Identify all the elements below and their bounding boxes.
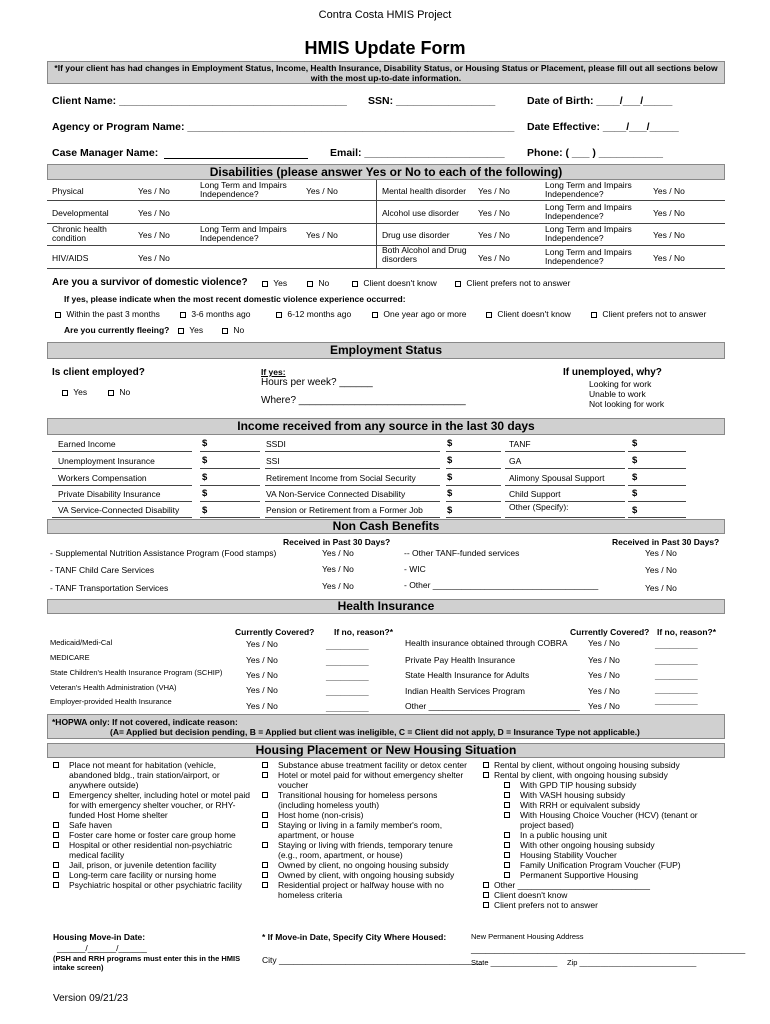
yes-no-option[interactable]: Yes / No	[322, 581, 354, 591]
disability-drug: Drug use disorder	[382, 230, 450, 240]
yes-no-option[interactable]: Yes / No	[322, 548, 354, 558]
yes-no-option[interactable]: Yes / No	[645, 548, 677, 558]
income-alimony: Alimony Spousal Support	[509, 473, 605, 483]
noncash-wic: - WIC	[404, 564, 426, 574]
checkbox-icon	[53, 872, 59, 878]
checkbox-icon	[262, 872, 268, 878]
insurance-state-adults: State Health Insurance for Adults	[405, 670, 530, 680]
employed-yes-option[interactable]: Yes	[62, 387, 87, 397]
checkbox-icon	[352, 281, 358, 287]
housing-suboption[interactable]: Permanent Supportive Housing	[504, 870, 723, 880]
dv-when-dont-know[interactable]: Client doesn't know	[486, 309, 571, 319]
covered-label-right: Currently Covered?	[570, 627, 650, 637]
housing-option[interactable]: Owned by client, with ongoing housing subsidy	[262, 870, 472, 880]
version-label: Version 09/21/23	[53, 993, 129, 1004]
yes-no-option[interactable]: Yes / No	[653, 208, 685, 218]
housing-option[interactable]: Substance abuse treatment facility or detox center	[262, 760, 472, 770]
yes-no-option[interactable]: Yes / No	[246, 639, 278, 649]
ltimp-label: Long Term and Impairs Independence?	[545, 202, 632, 221]
address-field[interactable]: __________________________________________________________	[471, 944, 746, 954]
income-ssi: SSI	[266, 456, 280, 466]
checkbox-icon	[55, 312, 61, 318]
dollar-sign[interactable]: $	[447, 438, 453, 449]
update-notice: *If your client has had changes in Employment Status, Income, Health Insurance, Disability Status, or Housing Status or Placement, please fill out all sections below with the most up-to-date information.	[47, 61, 725, 84]
covered-label: Currently Covered?	[235, 627, 315, 637]
checkbox-icon	[483, 762, 489, 768]
disabilities-header: Disabilities (please answer Yes or No to each of the following)	[47, 164, 725, 180]
disability-chronic: Chronic health condition	[52, 224, 107, 243]
housing-suboption[interactable]: In a public housing unit	[504, 830, 723, 840]
housing-option[interactable]: Emergency shelter, including hotel or motel paid for with emergency shelter voucher, or RHY-funded Host Home shelter	[53, 790, 253, 820]
reason-blank[interactable]: _________	[326, 702, 369, 712]
housing-header: Housing Placement or New Housing Situation	[47, 743, 725, 758]
dv-when-3mo[interactable]: Within the past 3 months	[55, 309, 160, 319]
noncash-other[interactable]: - Other ___________________________________	[404, 580, 599, 590]
income-other: Other (Specify):	[509, 502, 569, 512]
insurance-schip: State Children's Health Insurance Program (SCHIP)	[50, 668, 223, 677]
checkbox-icon	[262, 822, 268, 828]
insurance-other[interactable]: Other ________________________________	[405, 701, 580, 711]
checkbox-icon	[504, 832, 510, 838]
yes-no-option[interactable]: Yes / No	[653, 186, 685, 196]
checkbox-icon	[180, 312, 186, 318]
checkbox-icon	[262, 862, 268, 868]
fleeing-yes-option[interactable]: Yes	[178, 325, 203, 335]
checkbox-icon	[53, 832, 59, 838]
yes-no-option[interactable]: Yes / No	[478, 186, 510, 196]
yes-no-option[interactable]: Yes / No	[246, 670, 278, 680]
yes-no-option[interactable]: Yes / No	[322, 564, 354, 574]
state-field[interactable]: State ________________	[471, 958, 558, 967]
checkbox-icon	[262, 281, 268, 287]
fleeing-no-option[interactable]: No	[222, 325, 244, 335]
employed-no-option[interactable]: No	[108, 387, 130, 397]
housing-option[interactable]: Foster care home or foster care group home	[53, 830, 253, 840]
yes-no-option[interactable]: Yes / No	[306, 186, 338, 196]
dollar-sign[interactable]: $	[202, 472, 208, 483]
case-manager-field[interactable]: Case Manager Name:	[52, 147, 159, 159]
checkbox-icon	[62, 390, 68, 396]
housing-option[interactable]: Owned by client, no ongoing housing subsidy	[262, 860, 472, 870]
project-name: Contra Costa HMIS Project	[318, 9, 452, 21]
checkbox-icon	[486, 312, 492, 318]
city-field[interactable]: City ___________________________________________	[262, 955, 483, 965]
housing-col1	[53, 760, 253, 890]
reason-blank[interactable]: _________	[326, 640, 369, 650]
housing-option[interactable]: Hotel or motel paid for without emergency shelter voucher	[262, 770, 472, 790]
checkbox-icon	[504, 812, 510, 818]
insurance-private-pay: Private Pay Health Insurance	[405, 655, 516, 665]
dv-when-label: If yes, please indicate when the most recent domestic violence experience occurred:	[64, 294, 406, 304]
dollar-sign[interactable]: $	[632, 488, 638, 499]
housing-suboption[interactable]: With other ongoing housing subsidy	[504, 840, 723, 850]
income-retirement-ss: Retirement Income from Social Security	[266, 473, 416, 483]
checkbox-icon	[504, 852, 510, 858]
housing-suboption[interactable]: With VASH housing subsidy	[504, 790, 723, 800]
yes-no-option[interactable]: Yes / No	[588, 686, 620, 696]
dv-prefers-not-option[interactable]: Client prefers not to answer	[455, 278, 570, 288]
yes-no-option[interactable]: Yes / No	[478, 230, 510, 240]
checkbox-icon	[262, 882, 268, 888]
disability-developmental: Developmental	[52, 208, 109, 218]
reason-blank[interactable]: _________	[655, 639, 698, 649]
checkbox-icon	[483, 902, 489, 908]
if-no-label: If no, reason?*	[334, 627, 394, 637]
ltimp-label: Long Term and Impairs Independence?	[545, 224, 632, 243]
checkbox-icon	[483, 772, 489, 778]
checkbox-icon	[53, 792, 59, 798]
ssn-field[interactable]: SSN: _________________	[368, 95, 496, 107]
ltimp-label: Long Term and Impairs Independence?	[200, 224, 287, 243]
checkbox-icon	[591, 312, 597, 318]
dollar-sign[interactable]: $	[447, 488, 453, 499]
yes-no-option[interactable]: Yes / No	[645, 565, 677, 575]
dollar-sign[interactable]: $	[447, 505, 453, 516]
dollar-sign[interactable]: $	[632, 438, 638, 449]
disability-alcohol: Alcohol use disorder	[382, 208, 460, 218]
dollar-sign[interactable]: $	[202, 438, 208, 449]
housing-option[interactable]: Host home (non-crisis)	[262, 810, 472, 820]
housing-option[interactable]: Client doesn't know	[483, 890, 723, 900]
dob-field[interactable]: Date of Birth: ____/___/_____	[527, 95, 673, 107]
insurance-vha: Veteran's Health Administration (VHA)	[50, 683, 177, 692]
disability-mental-health: Mental health disorder	[382, 186, 467, 196]
checkbox-icon	[262, 812, 268, 818]
checkbox-icon	[504, 792, 510, 798]
form-title: HMIS Update Form	[304, 38, 466, 58]
insurance-medicaid: Medicaid/Medi-Cal	[50, 638, 113, 647]
address-label: New Permanent Housing Address	[471, 932, 584, 941]
checkbox-icon	[483, 892, 489, 898]
checkbox-icon	[108, 390, 114, 396]
housing-col2	[262, 760, 472, 900]
checkbox-icon	[222, 328, 228, 334]
checkbox-icon	[53, 862, 59, 868]
income-pension: Pension or Retirement from a Former Job	[266, 505, 423, 515]
checkbox-icon	[262, 772, 268, 778]
reason-blank[interactable]: _________	[326, 686, 369, 696]
dv-fleeing-label: Are you currently fleeing?	[64, 325, 170, 335]
reason-blank[interactable]: _________	[655, 670, 698, 680]
dv-dont-know-option[interactable]: Client doesn't know	[352, 278, 437, 288]
checkbox-icon	[455, 281, 461, 287]
yes-no-option[interactable]: Yes / No	[588, 670, 620, 680]
yes-no-option[interactable]: Yes / No	[306, 230, 338, 240]
dv-when-6-12mo[interactable]: 6-12 months ago	[276, 309, 351, 319]
housing-option[interactable]: Place not meant for habitation (vehicle, abandoned bldg., train station/airport, or anywhere outside)	[53, 760, 253, 790]
dollar-sign[interactable]: $	[447, 455, 453, 466]
movein-date-field[interactable]: ______/______/______	[57, 943, 147, 953]
reason-not-looking[interactable]: Not looking for work	[589, 399, 665, 409]
yes-no-option[interactable]: Yes / No	[588, 638, 620, 648]
housing-option[interactable]: Rental by client, without ongoing housing subsidy	[483, 760, 723, 770]
email-field[interactable]: Email: ________________________	[330, 147, 505, 159]
checkbox-icon	[483, 882, 489, 888]
reason-blank[interactable]: _________	[326, 656, 369, 666]
checkbox-icon	[504, 802, 510, 808]
reason-blank[interactable]: _________	[655, 684, 698, 694]
yes-no-option[interactable]: Yes / No	[138, 186, 170, 196]
housing-option[interactable]: Transitional housing for homeless persons (including homeless youth)	[262, 790, 472, 810]
yes-no-option[interactable]: Yes / No	[246, 655, 278, 665]
dollar-sign[interactable]: $	[202, 488, 208, 499]
income-earned: Earned Income	[58, 439, 116, 449]
dollar-sign[interactable]: $	[202, 455, 208, 466]
checkbox-icon	[178, 328, 184, 334]
disability-both: Both Alcohol and Drug disorders	[382, 245, 467, 264]
checkbox-icon	[53, 842, 59, 848]
housing-option[interactable]: Staying or living in a family member's room, apartment, or house	[262, 820, 472, 840]
income-header: Income received from any source in the last 30 days	[47, 418, 725, 435]
hours-field[interactable]: Hours per week? ______	[261, 377, 373, 388]
hopwa-note	[47, 714, 725, 739]
income-private-disability: Private Disability Insurance	[58, 489, 161, 499]
reason-unable[interactable]: Unable to work	[589, 389, 646, 399]
yes-no-option[interactable]: Yes / No	[246, 701, 278, 711]
dollar-sign[interactable]: $	[632, 472, 638, 483]
yes-no-option[interactable]: Yes / No	[653, 253, 685, 263]
agency-field[interactable]: Agency or Program Name: ________________________________________________________	[52, 121, 515, 133]
yes-no-option[interactable]: Yes / No	[653, 230, 685, 240]
dollar-sign[interactable]: $	[632, 455, 638, 466]
housing-option[interactable]: Client prefers not to answer	[483, 900, 723, 910]
noncash-received-label: Received in Past 30 Days?	[283, 537, 391, 547]
income-va-service: VA Service-Connected Disability	[58, 505, 180, 515]
dollar-sign[interactable]: $	[632, 505, 638, 516]
yes-no-option[interactable]: Yes / No	[645, 583, 677, 593]
dollar-sign[interactable]: $	[447, 472, 453, 483]
housing-option[interactable]: Long-term care facility or nursing home	[53, 870, 253, 880]
yes-no-option[interactable]: Yes / No	[588, 701, 620, 711]
dv-when-year[interactable]: One year ago or more	[372, 309, 467, 319]
housing-option[interactable]: Residential project or halfway house with no homeless criteria	[262, 880, 472, 900]
checkbox-icon	[262, 762, 268, 768]
income-tanf: TANF	[509, 439, 531, 449]
insurance-medicare: MEDICARE	[50, 653, 90, 662]
checkbox-icon	[276, 312, 282, 318]
housing-suboption[interactable]: With GPD TIP housing subsidy	[504, 780, 723, 790]
checkbox-icon	[504, 862, 510, 868]
reason-blank[interactable]: _________	[326, 671, 369, 681]
dv-no-option[interactable]: No	[307, 278, 329, 288]
where-field[interactable]: Where? ______________________________	[261, 395, 466, 406]
income-ssdi: SSDI	[266, 439, 286, 449]
dv-question: Are you a survivor of domestic violence?	[52, 277, 248, 288]
if-no-label-right: If no, reason?*	[657, 627, 717, 637]
yes-no-option[interactable]: Yes / No	[478, 208, 510, 218]
dollar-sign[interactable]: $	[202, 505, 208, 516]
noncash-tanf-child: - TANF Child Care Services	[50, 565, 155, 575]
city-question: * If Move-in Date, Specify City Where Housed:	[262, 932, 447, 942]
hopwa-line2: (A= Applied but decision pending, B = Applied but client was ineligible, C = Client did not apply, D = Insurance Type not applicable.)	[110, 727, 640, 737]
zip-field[interactable]: Zip ____________________________	[567, 958, 697, 967]
yes-no-option[interactable]: Yes / No	[588, 655, 620, 665]
noncash-header: Non Cash Benefits	[47, 519, 725, 534]
checkbox-icon	[53, 762, 59, 768]
yes-no-option[interactable]: Yes / No	[138, 208, 170, 218]
insurance-cobra: Health insurance obtained through COBRA	[405, 638, 568, 648]
checkbox-icon	[372, 312, 378, 318]
yes-no-option[interactable]: Yes / No	[138, 253, 170, 263]
dv-when-prefers-not[interactable]: Client prefers not to answer	[591, 309, 706, 319]
reason-looking[interactable]: Looking for work	[589, 379, 652, 389]
client-name-field[interactable]: Client Name: _______________________________________	[52, 95, 347, 107]
checkbox-icon	[53, 882, 59, 888]
income-child-support: Child Support	[509, 489, 561, 499]
income-ga: GA	[509, 456, 522, 466]
checkbox-icon	[262, 792, 268, 798]
checkbox-icon	[504, 842, 510, 848]
ltimp-label: Long Term and Impairs Independence?	[545, 180, 632, 199]
yes-no-option[interactable]: Yes / No	[246, 685, 278, 695]
reason-blank[interactable]: _________	[655, 695, 698, 705]
housing-suboption[interactable]: With RRH or equivalent subsidy	[504, 800, 723, 810]
noncash-received-label-right: Received in Past 30 Days?	[612, 537, 720, 547]
housing-col3	[483, 760, 723, 910]
dv-yes-option[interactable]: Yes	[262, 278, 287, 288]
yes-no-option[interactable]: Yes / No	[478, 253, 510, 263]
reason-blank[interactable]: _________	[655, 655, 698, 665]
noncash-tanf-transport: - TANF Transportation Services	[50, 583, 169, 593]
housing-option[interactable]: Hospital or other residential non-psychiatric medical facility	[53, 840, 253, 860]
employment-header: Employment Status	[47, 342, 725, 359]
housing-suboption[interactable]: With Housing Choice Voucher (HCV) (tenant or project based)	[504, 810, 723, 830]
insurance-indian-health: Indian Health Services Program	[405, 686, 526, 696]
income-unemployment: Unemployment Insurance	[58, 456, 155, 466]
ltimp-label: Long Term and Impairs Independence?	[545, 247, 632, 266]
ltimp-label: Long Term and Impairs Independence?	[200, 180, 287, 199]
movein-note: (PSH and RRH programs must enter this in the HMIS intake screen)	[53, 954, 241, 972]
housing-option[interactable]: Rental by client, with ongoing housing subsidy	[483, 770, 723, 780]
checkbox-icon	[504, 872, 510, 878]
housing-option[interactable]: Other ____________________________	[483, 880, 723, 890]
health-header: Health Insurance	[47, 599, 725, 614]
checkbox-icon	[307, 281, 313, 287]
phone-field[interactable]: Phone: ( ___ ) ___________	[527, 147, 663, 159]
date-effective-field[interactable]: Date Effective: ____/___/_____	[527, 121, 679, 133]
checkbox-icon	[504, 782, 510, 788]
housing-option[interactable]: Safe haven	[53, 820, 253, 830]
income-workers-comp: Workers Compensation	[58, 473, 147, 483]
movein-label: Housing Move-in Date:	[53, 932, 146, 942]
noncash-other-tanf: -- Other TANF-funded services	[404, 548, 520, 558]
housing-suboption[interactable]: Housing Stability Voucher	[504, 850, 723, 860]
employed-question: Is client employed?	[52, 367, 145, 378]
disability-physical: Physical	[52, 186, 84, 196]
insurance-employer: Employer-provided Health Insurance	[50, 697, 172, 706]
disability-hiv: HIV/AIDS	[52, 253, 89, 263]
housing-suboption[interactable]: Family Unification Program Voucher (FUP)	[504, 860, 723, 870]
if-yes-label: If yes:	[261, 367, 286, 377]
hopwa-line1: *HOPWA only: If not covered, indicate reason:	[52, 717, 238, 727]
housing-option[interactable]: Jail, prison, or juvenile detention facility	[53, 860, 253, 870]
income-va-non-service: VA Non-Service Connected Disability	[266, 489, 406, 499]
housing-option[interactable]: Staying or living with friends, temporary tenure (e.g., room, apartment, or house)	[262, 840, 472, 860]
noncash-snap: - Supplemental Nutrition Assistance Program (Food stamps)	[50, 548, 277, 558]
dv-when-3-6mo[interactable]: 3-6 months ago	[180, 309, 250, 319]
checkbox-icon	[262, 842, 268, 848]
if-unemployed-label: If unemployed, why?	[563, 367, 662, 378]
checkbox-icon	[53, 822, 59, 828]
yes-no-option[interactable]: Yes / No	[138, 230, 170, 240]
housing-option[interactable]: Psychiatric hospital or other psychiatric facility	[53, 880, 253, 890]
